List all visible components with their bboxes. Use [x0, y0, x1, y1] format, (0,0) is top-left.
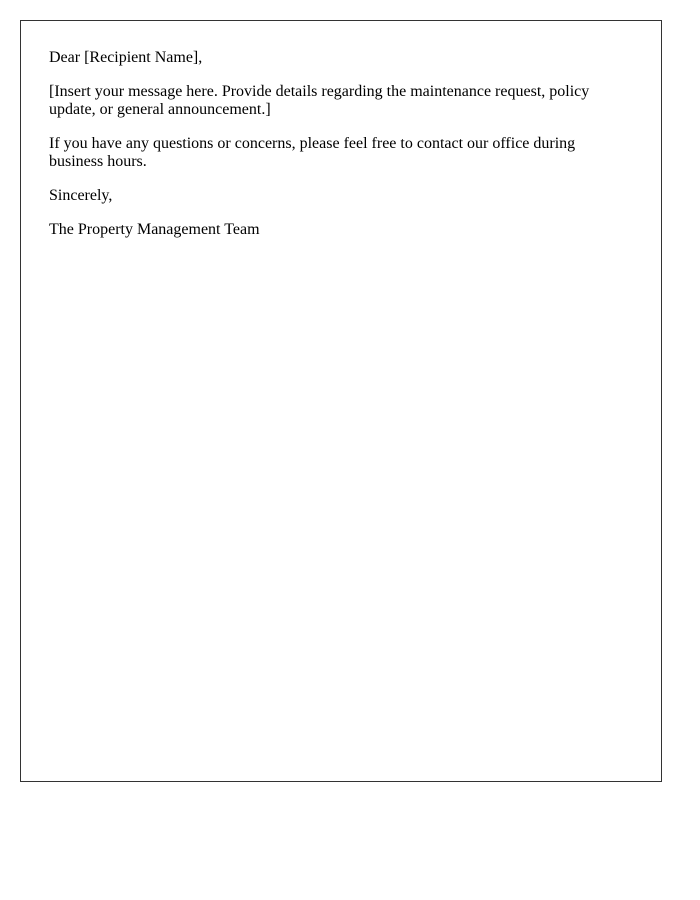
letter-page: [20, 20, 662, 782]
body-paragraph-contact: If you have any questions or concerns, please feel free to contact our office during business hours.: [49, 135, 576, 170]
body-paragraph-message: [Insert your message here. Provide details regarding the maintenance request, policy update, or general announcement.]: [49, 83, 590, 118]
salutation: Dear [Recipient Name],: [49, 49, 203, 66]
closing: Sincerely,: [49, 187, 113, 204]
signature: The Property Management Team: [49, 221, 260, 238]
letter-content: [49, 49, 609, 255]
